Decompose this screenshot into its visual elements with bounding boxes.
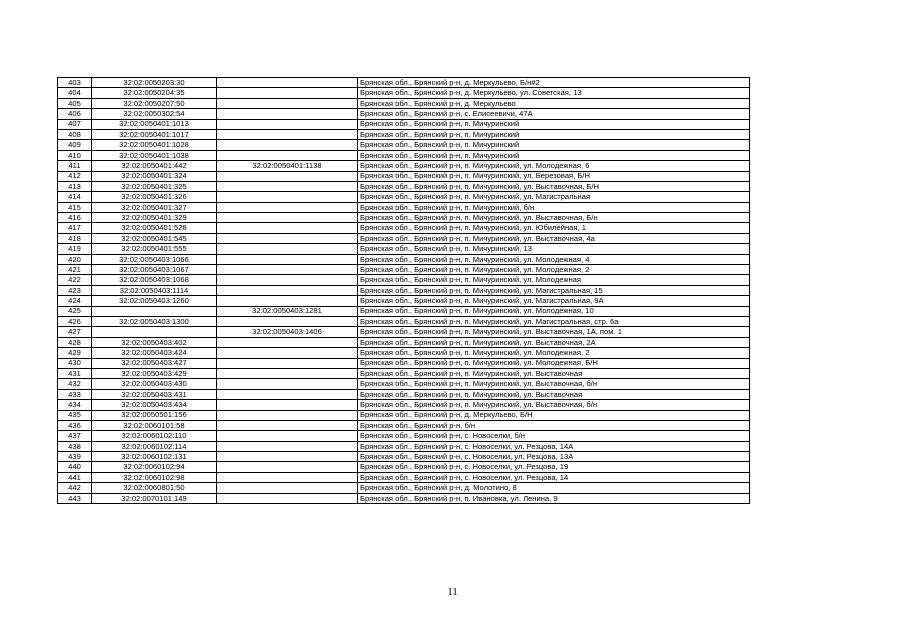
table-row — [58, 493, 750, 503]
address-cell: Брянская обл., Брянский р-н, д. Меркульево — [358, 98, 750, 108]
new-cadastral-number-cell — [217, 223, 358, 233]
address-cell: Брянская обл., Брянский р-н, п. Мичуринский — [358, 129, 750, 139]
new-cadastral-number-cell — [217, 472, 358, 482]
address-cell: Брянская обл., Брянский р-н, п. Мичуринский, ул. Магистральная, 15 — [358, 285, 750, 295]
row-number-cell: 420 — [58, 254, 92, 264]
cadastral-number-cell: 32:02:0050401:442 — [92, 161, 217, 171]
address-cell: Брянская обл., Брянский р-н, п. Ивановка, ул. Ленина, 9 — [358, 493, 750, 503]
row-number-cell: 415 — [58, 202, 92, 212]
table-row — [58, 88, 750, 98]
new-cadastral-number-cell — [217, 452, 358, 462]
address-cell: Брянская обл., Брянский р-н, п. Мичуринский, ул. Молодежная, 2 — [358, 265, 750, 275]
address-cell: Брянская обл., Брянский р-н, п. Мичуринский, ул. Выставочная, 1А, пом. 1 — [358, 327, 750, 337]
cadastral-number-cell: 32:02:0050203:30 — [92, 78, 217, 88]
table-row — [58, 150, 750, 160]
new-cadastral-number-cell — [217, 202, 358, 212]
cadastral-number-cell: 32:02:0050302:54 — [92, 109, 217, 119]
cadastral-number-cell: 32:02:0050401:327 — [92, 202, 217, 212]
cadastral-number-cell: 32:02:0050401:1017 — [92, 129, 217, 139]
cadastral-number-cell: 32:02:0050401:324 — [92, 171, 217, 181]
row-number-cell: 425 — [58, 306, 92, 316]
cadastral-number-cell: 32:02:0050401:528 — [92, 223, 217, 233]
table-row — [58, 265, 750, 275]
cadastral-number-cell: 32:02:0050403:429 — [92, 368, 217, 378]
address-cell: Брянская обл., Брянский р-н, п. Мичуринский, ул. Молодежная, Б/Н — [358, 358, 750, 368]
page-number: 11 — [447, 586, 458, 598]
cadastral-number-cell: 32:02:0050403:1114 — [92, 285, 217, 295]
row-number-cell: 412 — [58, 171, 92, 181]
new-cadastral-number-cell — [217, 420, 358, 430]
address-cell: Брянская обл., Брянский р-н, п. Мичуринский, б/н — [358, 202, 750, 212]
new-cadastral-number-cell — [217, 265, 358, 275]
new-cadastral-number-cell — [217, 233, 358, 243]
row-number-cell: 434 — [58, 400, 92, 410]
cadastral-number-cell: 32:02:0050401:555 — [92, 244, 217, 254]
cadastral-number-cell: 32:02:0050403:430 — [92, 379, 217, 389]
cadastral-number-cell: 32:02:0050403:1260 — [92, 296, 217, 306]
new-cadastral-number-cell — [217, 109, 358, 119]
row-number-cell: 409 — [58, 140, 92, 150]
new-cadastral-number-cell — [217, 150, 358, 160]
table-row — [58, 337, 750, 347]
address-cell: Брянская обл., Брянский р-н, д. Молотино, 8 — [358, 483, 750, 493]
new-cadastral-number-cell — [217, 400, 358, 410]
address-cell: Брянская обл., Брянский р-н, п. Мичуринский, ул. Молодежная, 10 — [358, 306, 750, 316]
row-number-cell: 417 — [58, 223, 92, 233]
address-cell: Брянская обл., Брянский р-н, п. Мичуринский, ул. Магистральная — [358, 192, 750, 202]
table-row — [58, 285, 750, 295]
row-number-cell: 414 — [58, 192, 92, 202]
row-number-cell: 431 — [58, 368, 92, 378]
address-cell: Брянская обл., Брянский р-н, п. Мичуринский, ул. Выставочная, Б/н — [358, 213, 750, 223]
row-number-cell: 426 — [58, 316, 92, 326]
cadastral-number-cell: 32:02:0060801:50 — [92, 483, 217, 493]
new-cadastral-number-cell — [217, 431, 358, 441]
address-cell: Брянская обл., Брянский р-н, д. Меркульево, Б/Н — [358, 410, 750, 420]
new-cadastral-number-cell: 32:02:0050403:1281 — [217, 306, 358, 316]
row-number-cell: 438 — [58, 441, 92, 451]
row-number-cell: 413 — [58, 181, 92, 191]
cadastral-number-cell: 32:02:0050401:545 — [92, 233, 217, 243]
new-cadastral-number-cell — [217, 171, 358, 181]
address-cell: Брянская обл., Брянский р-н, п. Мичуринский, ул. Молодежная, 4 — [358, 254, 750, 264]
address-cell: Брянская обл., Брянский р-н, п. Мичуринский, ул. Молодежная, 2 — [358, 348, 750, 358]
table-row — [58, 368, 750, 378]
cadastral-number-cell: 32:02:0050401:325 — [92, 181, 217, 191]
row-number-cell: 427 — [58, 327, 92, 337]
cadastral-number-cell: 32:02:0050403:427 — [92, 358, 217, 368]
row-number-cell: 408 — [58, 129, 92, 139]
cadastral-number-cell: 32:02:0050501:156 — [92, 410, 217, 420]
address-cell: Брянская обл., Брянский р-н, п. Мичуринский, 13 — [358, 244, 750, 254]
new-cadastral-number-cell — [217, 119, 358, 129]
new-cadastral-number-cell: 32:02:0050401:1138 — [217, 161, 358, 171]
new-cadastral-number-cell — [217, 389, 358, 399]
row-number-cell: 418 — [58, 233, 92, 243]
table-row — [58, 213, 750, 223]
row-number-cell: 406 — [58, 109, 92, 119]
cadastral-number-cell: 32:02:0050403:424 — [92, 348, 217, 358]
cadastral-number-cell: 32:02:0050403:434 — [92, 400, 217, 410]
address-cell: Брянская обл., Брянский р-н, п. Мичуринский, ул. Магистральная, стр. 6а — [358, 316, 750, 326]
table-row — [58, 223, 750, 233]
table-row — [58, 316, 750, 326]
address-cell: Брянская обл., Брянский р-н, п. Мичуринский, ул. Магистральная, 9А — [358, 296, 750, 306]
row-number-cell: 419 — [58, 244, 92, 254]
new-cadastral-number-cell — [217, 337, 358, 347]
address-cell: Брянская обл., Брянский р-н, с. Новоселки, б/н — [358, 431, 750, 441]
address-cell: Брянская обл., Брянский р-н, п. Мичуринский, ул. Юбилейная, 1 — [358, 223, 750, 233]
new-cadastral-number-cell — [217, 244, 358, 254]
new-cadastral-number-cell — [217, 129, 358, 139]
table-row — [58, 202, 750, 212]
cadastral-number-cell: 32:02:0050403:1300 — [92, 316, 217, 326]
cadastral-number-cell: 32:02:0050403:1067 — [92, 265, 217, 275]
address-cell: Брянская обл., Брянский р-н, д. Меркульево, Б/н#2 — [358, 78, 750, 88]
address-cell: Брянская обл., Брянский р-н, п. Мичуринский, ул. Выставочная, б/н — [358, 400, 750, 410]
row-number-cell: 422 — [58, 275, 92, 285]
row-number-cell: 404 — [58, 88, 92, 98]
address-cell: Брянская обл., Брянский р-н, с. Новоселки, ул. Резцова, 13А — [358, 452, 750, 462]
table-row — [58, 161, 750, 171]
new-cadastral-number-cell — [217, 296, 358, 306]
cadastral-number-cell: 32:02:0050401:1013 — [92, 119, 217, 129]
table-row — [58, 410, 750, 420]
table-row — [58, 192, 750, 202]
cadastral-number-cell: 32:02:0060102:94 — [92, 462, 217, 472]
new-cadastral-number-cell — [217, 285, 358, 295]
new-cadastral-number-cell — [217, 192, 358, 202]
cadastral-number-cell: 32:02:0060102:114 — [92, 441, 217, 451]
new-cadastral-number-cell — [217, 254, 358, 264]
address-cell: Брянская обл., Брянский р-н, п. Мичуринский, ул. Выставочная, Б/Н — [358, 181, 750, 191]
table-row — [58, 306, 750, 316]
new-cadastral-number-cell — [217, 379, 358, 389]
table-row — [58, 119, 750, 129]
address-cell: Брянская обл., Брянский р-н, п. Мичуринский, ул. Выставочная, 2А — [358, 337, 750, 347]
address-cell: Брянская обл., Брянский р-н, п. Мичуринский — [358, 150, 750, 160]
new-cadastral-number-cell — [217, 410, 358, 420]
row-number-cell: 421 — [58, 265, 92, 275]
cadastral-number-cell: 32:02:0050401:1028 — [92, 140, 217, 150]
cadastral-number-cell: 32:02:0050401:1038 — [92, 150, 217, 160]
new-cadastral-number-cell — [217, 316, 358, 326]
cadastral-number-cell — [92, 306, 217, 316]
row-number-cell: 411 — [58, 161, 92, 171]
new-cadastral-number-cell — [217, 358, 358, 368]
row-number-cell: 433 — [58, 389, 92, 399]
row-number-cell: 443 — [58, 493, 92, 503]
property-table-body — [58, 78, 750, 504]
address-cell: Брянская обл., Брянский р-н, д. Меркульево, ул. Советская, 13 — [358, 88, 750, 98]
new-cadastral-number-cell — [217, 441, 358, 451]
address-cell: Брянская обл., Брянский р-н, п. Мичуринский, ул. Березовая, Б/Н — [358, 171, 750, 181]
address-cell: Брянская обл., Брянский р-н, п. Мичуринский, ул. Молодежная, 6 — [358, 161, 750, 171]
row-number-cell: 423 — [58, 285, 92, 295]
cadastral-number-cell: 32:02:0070101:149 — [92, 493, 217, 503]
table-row — [58, 98, 750, 108]
row-number-cell: 435 — [58, 410, 92, 420]
row-number-cell: 405 — [58, 98, 92, 108]
row-number-cell: 429 — [58, 348, 92, 358]
property-table — [57, 77, 750, 504]
address-cell: Брянская обл., Брянский р-н, п. Мичуринский, ул. Выставочная — [358, 368, 750, 378]
cadastral-number-cell: 32:02:0050403:1066 — [92, 254, 217, 264]
table-row — [58, 389, 750, 399]
table-row — [58, 296, 750, 306]
table-row — [58, 129, 750, 139]
row-number-cell: 428 — [58, 337, 92, 347]
cadastral-number-cell: 32:02:0060102:110 — [92, 431, 217, 441]
row-number-cell: 437 — [58, 431, 92, 441]
row-number-cell: 424 — [58, 296, 92, 306]
table-row — [58, 400, 750, 410]
table-row — [58, 452, 750, 462]
table-row — [58, 78, 750, 88]
cadastral-number-cell: 32:02:0060102:98 — [92, 472, 217, 482]
address-cell: Брянская обл., Брянский р-н, п. Мичуринский — [358, 119, 750, 129]
table-row — [58, 140, 750, 150]
row-number-cell: 442 — [58, 483, 92, 493]
new-cadastral-number-cell — [217, 78, 358, 88]
table-row — [58, 379, 750, 389]
table-row — [58, 348, 750, 358]
new-cadastral-number-cell — [217, 348, 358, 358]
cadastral-number-cell: 32:02:0050403:402 — [92, 337, 217, 347]
cadastral-number-cell: 32:02:0060102:131 — [92, 452, 217, 462]
table-row — [58, 233, 750, 243]
new-cadastral-number-cell — [217, 368, 358, 378]
row-number-cell: 430 — [58, 358, 92, 368]
row-number-cell: 416 — [58, 213, 92, 223]
address-cell: Брянская обл., Брянский р-н, б/н — [358, 420, 750, 430]
table-row — [58, 244, 750, 254]
cadastral-number-cell: 32:02:0050403:431 — [92, 389, 217, 399]
row-number-cell: 410 — [58, 150, 92, 160]
address-cell: Брянская обл., Брянский р-н, с. Новоселки, ул. Резцова, 14А — [358, 441, 750, 451]
table-row — [58, 462, 750, 472]
row-number-cell: 407 — [58, 119, 92, 129]
row-number-cell: 440 — [58, 462, 92, 472]
cadastral-number-cell: 32:02:0050401:326 — [92, 192, 217, 202]
new-cadastral-number-cell — [217, 213, 358, 223]
table-row — [58, 181, 750, 191]
cadastral-number-cell: 32:02:0050403:1068 — [92, 275, 217, 285]
table-row — [58, 358, 750, 368]
row-number-cell: 436 — [58, 420, 92, 430]
table-row — [58, 431, 750, 441]
new-cadastral-number-cell — [217, 98, 358, 108]
cadastral-number-cell: 32:02:0050207:50 — [92, 98, 217, 108]
new-cadastral-number-cell — [217, 483, 358, 493]
table-row — [58, 254, 750, 264]
table-row — [58, 472, 750, 482]
row-number-cell: 439 — [58, 452, 92, 462]
table-row — [58, 171, 750, 181]
address-cell: Брянская обл., Брянский р-н, с. Новоселки, ул. Резцова, 19 — [358, 462, 750, 472]
row-number-cell: 403 — [58, 78, 92, 88]
row-number-cell: 441 — [58, 472, 92, 482]
cadastral-number-cell: 32:02:0060101:58 — [92, 420, 217, 430]
table-row — [58, 327, 750, 337]
address-cell: Брянская обл., Брянский р-н, п. Мичуринский, ул. Выставочная, 4а — [358, 233, 750, 243]
table-row — [58, 420, 750, 430]
address-cell: Брянская обл., Брянский р-н, с. Новоселки, ул. Резцова, 14 — [358, 472, 750, 482]
table-row — [58, 109, 750, 119]
address-cell: Брянская обл., Брянский р-н, п. Мичуринский, ул. Выставочная, б/н — [358, 379, 750, 389]
new-cadastral-number-cell — [217, 88, 358, 98]
new-cadastral-number-cell — [217, 275, 358, 285]
new-cadastral-number-cell — [217, 493, 358, 503]
row-number-cell: 432 — [58, 379, 92, 389]
address-cell: Брянская обл., Брянский р-н, п. Мичуринский — [358, 140, 750, 150]
new-cadastral-number-cell: 32:02:0050403:1406 — [217, 327, 358, 337]
cadastral-number-cell: 32:02:0050204:35 — [92, 88, 217, 98]
table-row — [58, 275, 750, 285]
new-cadastral-number-cell — [217, 140, 358, 150]
table-row — [58, 441, 750, 451]
address-cell: Брянская обл., Брянский р-н, с. Елисеевичи, 47А — [358, 109, 750, 119]
address-cell: Брянская обл., Брянский р-н, п. Мичуринский, ул. Выставочная — [358, 389, 750, 399]
new-cadastral-number-cell — [217, 181, 358, 191]
cadastral-number-cell — [92, 327, 217, 337]
address-cell: Брянская обл., Брянский р-н, п. Мичуринский, ул. Молодежная — [358, 275, 750, 285]
cadastral-number-cell: 32:02:0050401:329 — [92, 213, 217, 223]
new-cadastral-number-cell — [217, 462, 358, 472]
table-row — [58, 483, 750, 493]
